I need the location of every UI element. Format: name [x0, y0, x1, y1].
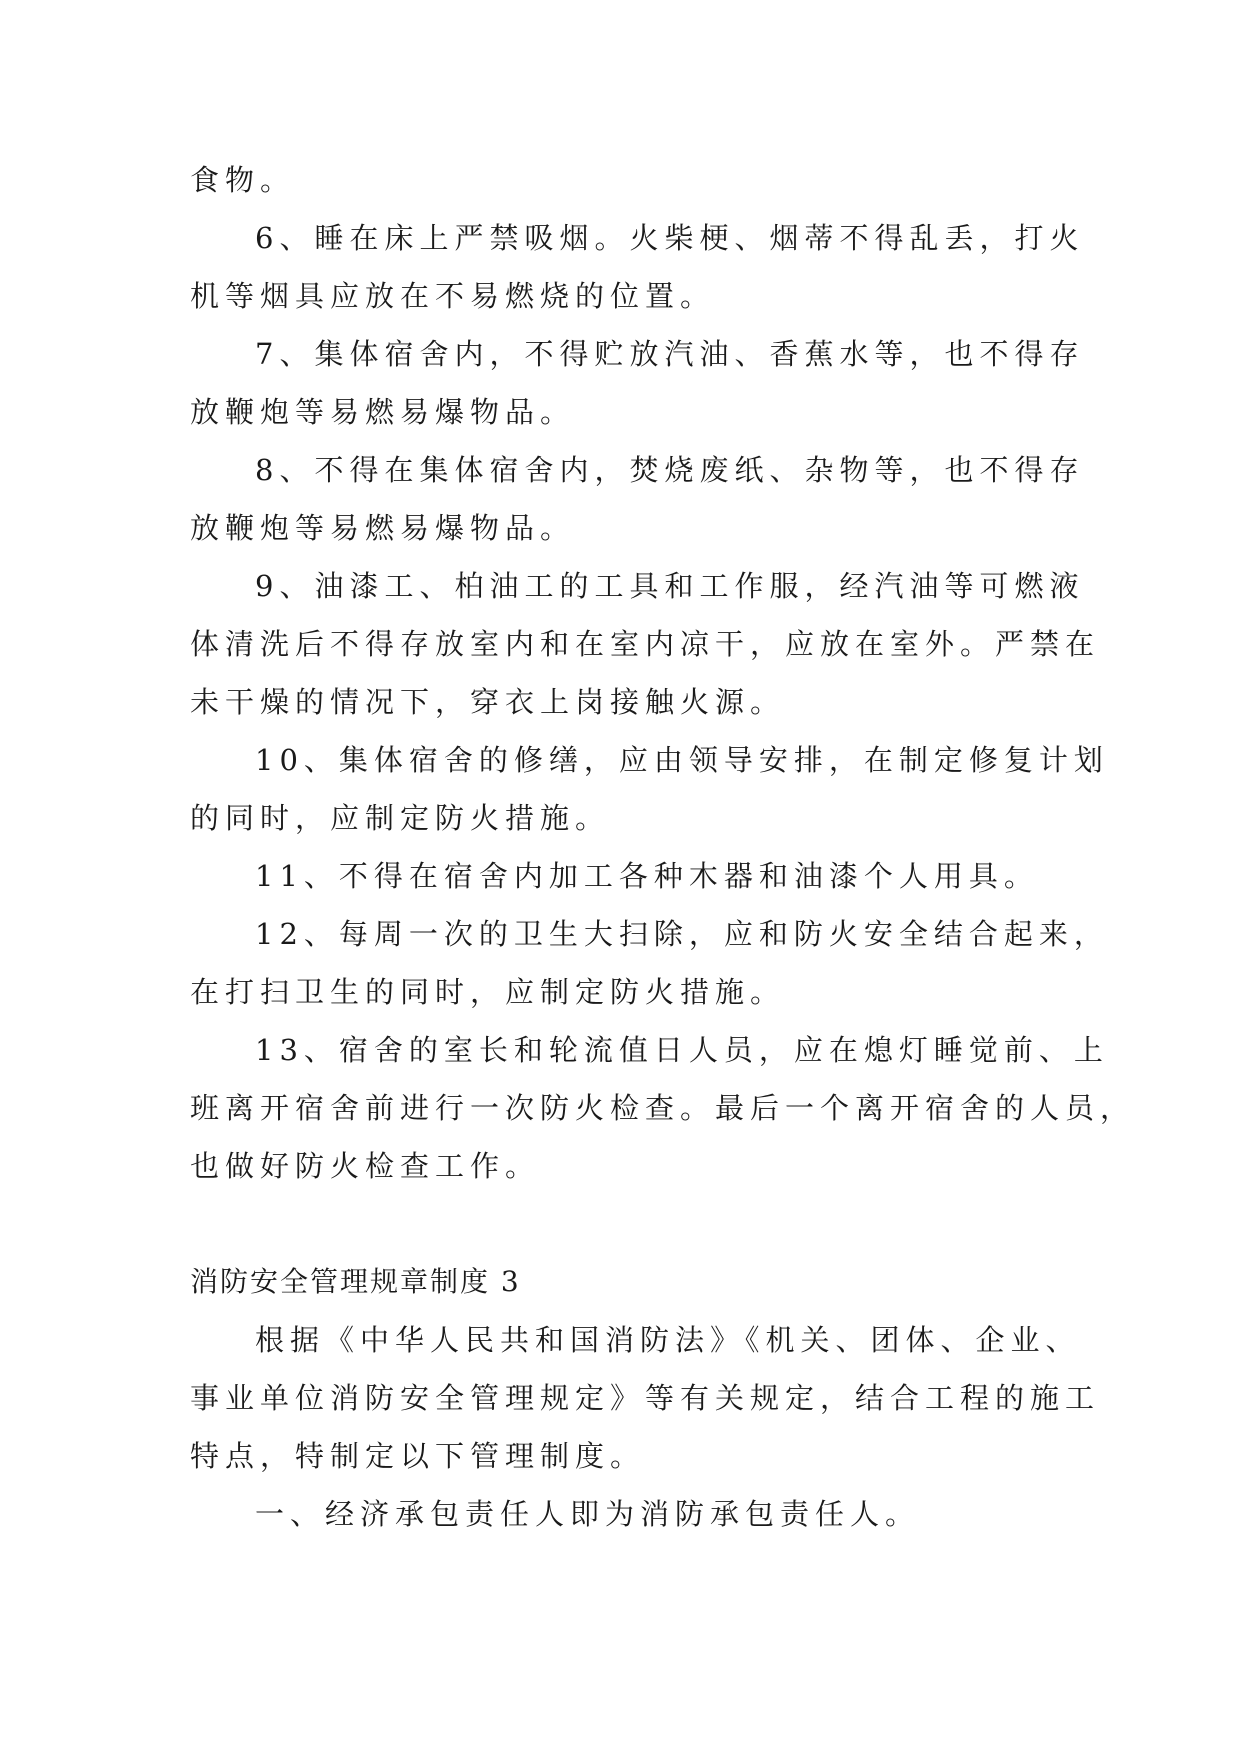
text-line: 放鞭炮等易燃易爆物品。	[190, 511, 576, 545]
text-line: 特点，特制定以下管理制度。	[190, 1439, 646, 1473]
text-line: 的同时，应制定防火措施。	[190, 801, 611, 835]
text-line: 12、每周一次的卫生大扫除，应和防火安全结合起来，	[255, 917, 1109, 951]
text-line: 食物。	[190, 163, 296, 197]
text-line: 10、集体宿舍的修缮，应由领导安排，在制定修复计划	[255, 743, 1109, 777]
text-line: 13、宿舍的室长和轮流值日人员，应在熄灯睡觉前、上	[255, 1033, 1109, 1067]
text-line: 机等烟具应放在不易燃烧的位置。	[190, 279, 716, 313]
text-line: 6、睡在床上严禁吸烟。火柴梗、烟蒂不得乱丢，打火	[255, 221, 1085, 255]
text-line: 事业单位消防安全管理规定》等有关规定，结合工程的施工	[190, 1381, 1101, 1415]
section-title: 消防安全管理规章制度 3	[190, 1265, 521, 1298]
text-line: 根据《中华人民共和国消防法》《机关、团体、企业、	[255, 1323, 1081, 1357]
text-line: 9、油漆工、柏油工的工具和工作服，经汽油等可燃液	[255, 569, 1085, 603]
text-line: 在打扫卫生的同时，应制定防火措施。	[190, 975, 786, 1009]
text-line: 体清洗后不得存放室内和在室内凉干，应放在室外。严禁在	[190, 627, 1101, 661]
text-line: 也做好防火检查工作。	[190, 1149, 541, 1183]
text-line: 未干燥的情况下，穿衣上岗接触火源。	[190, 685, 786, 719]
text-line: 7、集体宿舍内，不得贮放汽油、香蕉水等，也不得存	[255, 337, 1085, 371]
text-line: 班离开宿舍前进行一次防火检查。最后一个离开宿舍的人员，	[190, 1091, 1136, 1125]
text-line: 11、不得在宿舍内加工各种木器和油漆个人用具。	[255, 859, 1039, 893]
text-line: 8、不得在集体宿舍内，焚烧废纸、杂物等，也不得存	[255, 453, 1085, 487]
text-line: 一、经济承包责任人即为消防承包责任人。	[255, 1497, 921, 1531]
text-line: 放鞭炮等易燃易爆物品。	[190, 395, 576, 429]
